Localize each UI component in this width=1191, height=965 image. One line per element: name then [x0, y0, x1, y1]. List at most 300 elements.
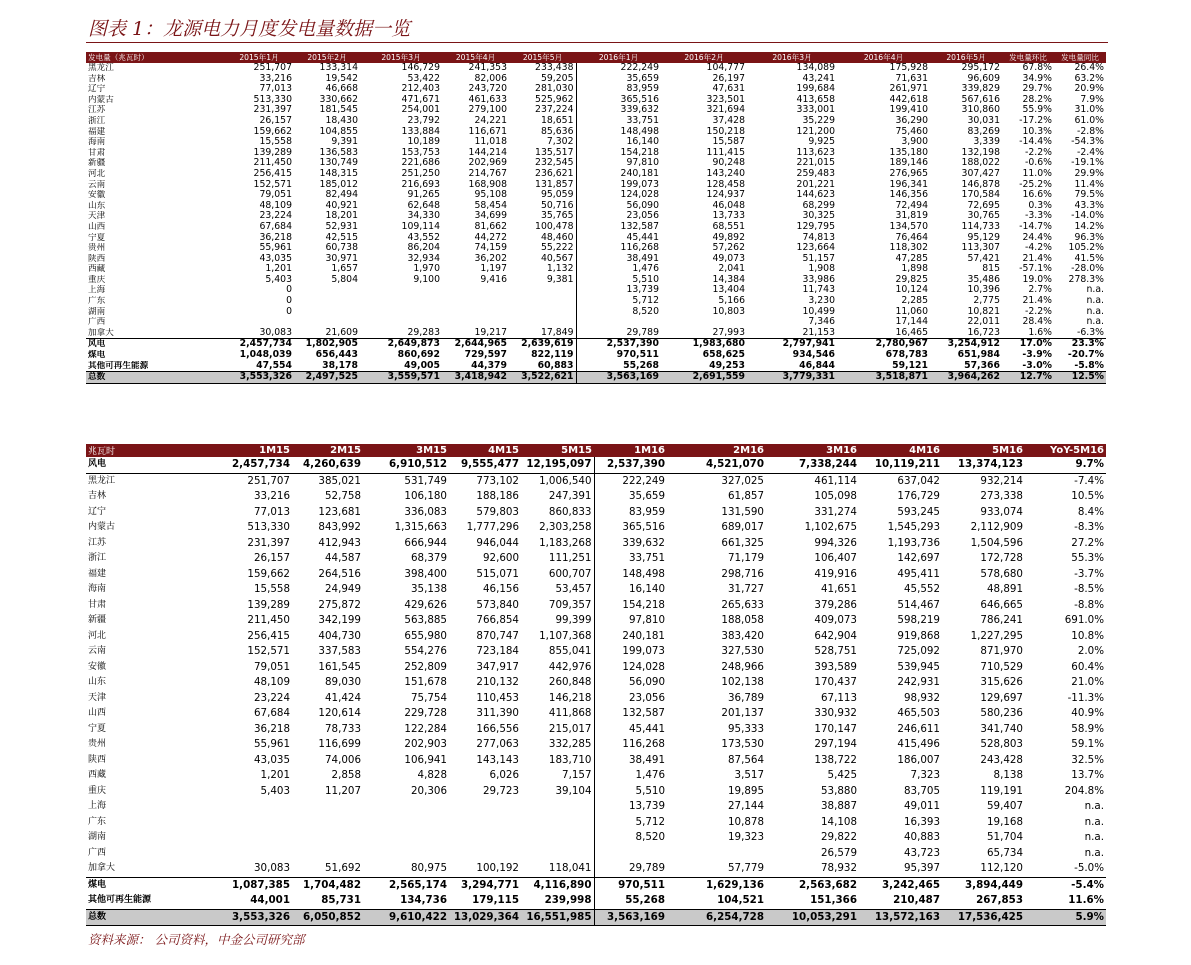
table-cell: 297,194: [814, 738, 857, 750]
table-cell: 212,403: [401, 84, 440, 95]
table-row: [86, 116, 1106, 127]
table-cell: 189,146: [889, 158, 928, 169]
table-cell: [449, 846, 521, 862]
row-label: 甘肃: [88, 147, 106, 158]
table-cell: 47,554: [256, 360, 292, 371]
table-cell: n.a.: [1086, 285, 1104, 296]
table-cell: 2,649,873: [360, 339, 442, 350]
column-header: 4M16: [859, 444, 942, 457]
column-header: YoY-5M16: [1025, 444, 1106, 457]
table-row: [86, 127, 1106, 138]
table-cell: 33,216: [259, 73, 292, 84]
table-cell: 442,976: [521, 660, 594, 676]
table-cell: 42,515: [325, 232, 358, 243]
table-cell: -4.2%: [1025, 243, 1052, 254]
table-cell: [449, 830, 521, 846]
table-cell: -2.4%: [1077, 147, 1104, 158]
table-cell: 29,723: [482, 784, 519, 797]
table-cell: 12.5%: [1054, 372, 1106, 384]
table-cell: 678,783: [885, 350, 928, 361]
table-cell: 1,777,296: [466, 521, 519, 533]
row-label: 加拿大: [86, 861, 224, 877]
column-header: 发电量同比: [1054, 52, 1106, 63]
row-label: 海南: [88, 584, 107, 594]
table-cell: 95,397: [859, 861, 942, 877]
column-header: 2015年5月: [509, 52, 576, 63]
table-cell: 38,887: [820, 800, 857, 812]
table-cell: 18,651: [509, 116, 576, 127]
table-cell: 16,551,985: [521, 909, 594, 926]
table-cell: 36,218: [253, 722, 290, 735]
table-cell: 82,494: [325, 190, 358, 201]
table-cell: 74,159: [474, 243, 507, 254]
table-cell: 243,428: [980, 753, 1023, 766]
table-cell: 525,962: [509, 95, 576, 106]
row-label: 加拿大: [88, 327, 114, 338]
table-cell: 26,157: [259, 115, 292, 126]
table-cell: 74,006: [324, 753, 361, 766]
table-row: [86, 706, 1106, 722]
table-cell: 567,616: [961, 94, 1000, 105]
table-cell: 49,011: [903, 800, 940, 812]
table-cell: 579,803: [476, 505, 519, 518]
row-label: 内蒙古: [88, 94, 114, 105]
column-header: 3M15: [363, 444, 449, 457]
table-cell: 822,119: [509, 350, 576, 361]
table-cell: 53,880: [820, 784, 857, 797]
table-cell: 102,138: [721, 676, 764, 688]
table-cell: [294, 296, 360, 307]
table-cell: 2,644,965: [442, 339, 509, 350]
summary-row: [86, 361, 1106, 372]
table-cell: 6,050,852: [292, 909, 363, 926]
column-header: 2016年2月: [661, 52, 747, 63]
table-cell: 35,138: [410, 583, 447, 595]
table-cell: 275,872: [318, 598, 361, 611]
table-cell: 221,686: [401, 158, 440, 169]
table-row: [86, 567, 1106, 583]
row-label: 风电: [86, 457, 224, 473]
table-cell: [363, 815, 449, 831]
table-cell: 15,587: [712, 137, 745, 148]
table-cell: 210,132: [476, 676, 519, 688]
table-cell: 146,878: [961, 179, 1000, 190]
row-label: 内蒙古: [88, 522, 116, 532]
table-cell: 38,491: [628, 753, 665, 766]
table-cell: 239,998: [521, 893, 594, 909]
table-cell: 1,006,540: [521, 473, 594, 489]
table-cell: 860,692: [397, 350, 440, 361]
table-cell: 22,011: [967, 317, 1000, 328]
table-cell: 113,307: [961, 243, 1000, 254]
table-cell: 132,587: [620, 221, 659, 232]
table-cell: -3.7%: [1074, 567, 1104, 580]
table-cell: 1,970: [413, 264, 440, 275]
table-cell: 385,021: [318, 474, 361, 487]
table-cell: 144,214: [468, 147, 507, 158]
table-cell: 311,390: [476, 707, 519, 719]
table-cell: -6.3%: [1077, 327, 1104, 338]
table-cell: 471,671: [401, 94, 440, 105]
table-cell: 514,467: [897, 598, 940, 611]
table-cell: 379,286: [814, 598, 857, 611]
table-cell: 166,556: [476, 722, 519, 735]
table-cell: 185,012: [319, 179, 358, 190]
table1-header-row: [86, 52, 1106, 63]
table-cell: 8.4%: [1077, 505, 1104, 518]
table-cell: 13,572,163: [859, 909, 942, 926]
table-cell: 6,026: [489, 769, 519, 781]
table-cell: 333,001: [796, 105, 835, 116]
table-cell: 188,058: [721, 614, 764, 626]
table-cell: 341,740: [980, 722, 1023, 735]
table-cell: -3.0%: [1022, 360, 1052, 371]
table-cell: 10.5%: [1071, 490, 1104, 502]
table-cell: 199,684: [796, 84, 835, 95]
table-cell: 63.2%: [1074, 73, 1104, 84]
table-cell: 994,326: [814, 536, 857, 549]
table-cell: 404,730: [318, 629, 361, 642]
table-cell: 323,501: [706, 94, 745, 105]
table-cell: 327,025: [721, 474, 764, 487]
table-cell: 97,810: [626, 158, 659, 169]
table-cell: 152,571: [253, 179, 292, 190]
table-cell: 18,430: [325, 115, 358, 126]
table-cell: 51,704: [986, 831, 1023, 843]
table-cell: 2,285: [901, 296, 928, 307]
table-cell: 409,073: [814, 614, 857, 626]
table-row: [86, 233, 1106, 244]
table-cell: 59,205: [509, 74, 576, 85]
table-cell: 18,201: [325, 211, 358, 222]
table-cell: 49,073: [712, 253, 745, 264]
table-cell: 248,966: [721, 660, 764, 673]
table-cell: 2,457,734: [224, 457, 292, 473]
table-cell: 129,697: [980, 691, 1023, 704]
table-cell: 128,458: [706, 179, 745, 190]
row-label: 山西: [88, 221, 106, 232]
table-cell: 259,483: [796, 168, 835, 179]
table-cell: -25.2%: [1019, 179, 1052, 190]
row-label: 辽宁: [88, 506, 107, 517]
table-cell: -17.2%: [1019, 115, 1052, 126]
table-cell: 330,932: [814, 707, 857, 719]
table-cell: 199,410: [889, 105, 928, 116]
table-cell: 855,041: [521, 644, 594, 660]
row-label: 天津: [88, 692, 107, 703]
table-cell: 43,035: [259, 253, 292, 264]
table-cell: 9,391: [331, 137, 358, 148]
table-cell: 242,931: [897, 676, 940, 688]
table-row: [86, 598, 1106, 614]
row-label: 天津: [88, 211, 106, 222]
table-row: [86, 846, 1106, 862]
table-cell: n.a.: [1084, 831, 1104, 843]
table-cell: 563,885: [404, 614, 447, 626]
table-row: [86, 768, 1106, 784]
table-cell: 236,621: [509, 169, 576, 180]
table-cell: 65,734: [986, 846, 1023, 859]
table-cell: 651,984: [957, 350, 1000, 361]
table-cell: 1,908: [808, 264, 835, 275]
table-cell: 29,789: [626, 327, 659, 338]
table-cell: 29,283: [407, 327, 440, 338]
table-cell: 16,140: [626, 137, 659, 148]
table-cell: -57.1%: [1019, 264, 1052, 275]
row-label: 广西: [88, 847, 107, 858]
table-cell: 919,868: [897, 629, 940, 642]
row-label: 安徽: [88, 661, 107, 672]
table-cell: 3,900: [901, 137, 928, 148]
table-cell: [594, 846, 667, 862]
table-cell: 118,041: [521, 861, 594, 877]
table-cell: 23,792: [407, 115, 440, 126]
table-cell: 429,626: [404, 598, 447, 611]
table-cell: 85,731: [321, 894, 361, 906]
table-cell: 246,611: [897, 722, 940, 735]
table-row: [86, 629, 1106, 645]
table-cell: 573,840: [476, 598, 519, 611]
table-cell: 53,422: [407, 73, 440, 84]
table-cell: 36,202: [474, 253, 507, 264]
table-cell: 188,186: [476, 490, 519, 502]
summary-row: [86, 457, 1106, 473]
table-cell: 29,825: [895, 274, 928, 285]
table-cell: 6,910,512: [363, 457, 449, 473]
table-cell: 2,497,525: [294, 372, 360, 384]
table-cell: 211,450: [247, 614, 290, 626]
row-label: 重庆: [88, 785, 107, 796]
table-cell: 46,668: [325, 84, 358, 95]
table-cell: 7,157: [521, 768, 594, 784]
table-cell: 67,684: [259, 221, 292, 232]
table-cell: 347,917: [476, 660, 519, 673]
table-cell: 120,614: [318, 707, 361, 719]
table-cell: 43,723: [903, 846, 940, 859]
table-cell: 95,129: [967, 232, 1000, 243]
column-header: 2016年1月: [576, 52, 661, 63]
table-cell: 78,733: [324, 722, 361, 735]
column-header: 5M16: [942, 444, 1025, 457]
table-cell: 13.7%: [1071, 769, 1104, 781]
table-cell: n.a.: [1086, 306, 1104, 317]
table-cell: 642,904: [814, 629, 857, 642]
table-row: [86, 613, 1106, 629]
table-cell: 232,545: [509, 158, 576, 169]
table-cell: 843,992: [318, 521, 361, 533]
table-cell: 96.3%: [1074, 232, 1104, 243]
column-header: 2015年4月: [442, 52, 509, 63]
table-cell: 112,120: [942, 861, 1025, 877]
table-cell: 131,857: [509, 180, 576, 191]
table-cell: 339,632: [622, 536, 665, 549]
table-cell: 315,626: [980, 676, 1023, 688]
table-cell: 143,240: [706, 168, 745, 179]
table-cell: 201,221: [796, 179, 835, 190]
table-cell: 241,353: [468, 63, 507, 73]
table-cell: 146,729: [401, 63, 440, 73]
table-cell: 36,218: [259, 232, 292, 243]
table-cell: 11.6%: [1068, 894, 1104, 906]
table-row: [86, 148, 1106, 159]
table-row: [86, 830, 1106, 846]
table-cell: 646,665: [980, 598, 1023, 611]
table-cell: 10,499: [802, 306, 835, 317]
table-cell: 131,590: [721, 505, 764, 518]
table-cell: 1,183,268: [521, 536, 594, 552]
table-cell: 56,090: [628, 676, 665, 688]
table-cell: 23.3%: [1054, 339, 1106, 350]
table-cell: 23,224: [253, 691, 290, 704]
table-cell: 46,844: [799, 360, 835, 371]
table-cell: 11,207: [324, 784, 361, 797]
table-cell: 709,357: [521, 598, 594, 614]
table-cell: 256,415: [247, 629, 290, 642]
table-cell: 3,518,871: [837, 372, 930, 384]
table-cell: 176,729: [897, 490, 940, 502]
table-cell: 13,739: [626, 285, 659, 296]
table-cell: -11.3%: [1067, 691, 1104, 704]
table-cell: -14.7%: [1019, 221, 1052, 232]
table-cell: 27,144: [727, 800, 764, 812]
table-cell: 11,743: [802, 285, 835, 296]
table-cell: 554,276: [404, 645, 447, 657]
table-cell: 95,333: [727, 722, 764, 735]
table-cell: 52,758: [324, 490, 361, 502]
table-cell: 123,664: [796, 243, 835, 254]
table-cell: 5.9%: [1025, 909, 1106, 926]
table-cell: 766,854: [476, 614, 519, 626]
table-cell: 111,251: [521, 551, 594, 567]
table-cell: 29,822: [820, 831, 857, 843]
table-row: [86, 317, 1106, 328]
table-cell: 135,180: [889, 147, 928, 158]
table-cell: 143,143: [476, 753, 519, 766]
table-cell: 10,878: [727, 815, 764, 828]
table-cell: 79.5%: [1074, 190, 1104, 201]
table-cell: 19,323: [727, 831, 764, 843]
table-cell: 298,716: [721, 567, 764, 580]
table-cell: 1,504,596: [970, 536, 1023, 549]
table-cell: 10.8%: [1071, 629, 1104, 642]
table-cell: 2,775: [973, 296, 1000, 307]
table-cell: 154,218: [622, 598, 665, 611]
table-cell: [224, 799, 292, 815]
table-cell: 80,975: [363, 861, 449, 877]
table-cell: 59,121: [892, 360, 928, 371]
table-cell: 29.9%: [1074, 168, 1104, 179]
table-cell: 57,366: [964, 360, 1000, 371]
table-cell: 221,015: [796, 158, 835, 169]
table-cell: 57,421: [967, 253, 1000, 264]
table-cell: 37,428: [712, 115, 745, 126]
table-row: [86, 275, 1106, 286]
table-cell: 336,083: [404, 505, 447, 518]
row-label: 宁夏: [88, 723, 107, 734]
table-cell: 1,898: [901, 264, 928, 275]
table-cell: [576, 317, 661, 328]
table-cell: 53,457: [521, 582, 594, 598]
table-cell: 10,396: [967, 285, 1000, 296]
table-cell: 104,521: [717, 894, 764, 906]
table-cell: 100,192: [449, 861, 521, 877]
column-header: 3M16: [766, 444, 859, 457]
table-cell: 30,083: [259, 327, 292, 338]
table-cell: 870,747: [476, 629, 519, 642]
table-cell: 1,193,736: [887, 536, 940, 549]
table-cell: 100,478: [509, 222, 576, 233]
table-cell: 24,949: [324, 583, 361, 595]
table-cell: [442, 285, 509, 296]
table-cell: 539,945: [897, 660, 940, 673]
table-cell: 411,868: [521, 706, 594, 722]
table-row: [86, 582, 1106, 598]
table-cell: 9,555,477: [449, 457, 521, 473]
table-cell: 339,632: [620, 105, 659, 116]
table-cell: 13,029,364: [449, 909, 521, 926]
table-cell: 2,041: [718, 264, 745, 275]
table-cell: 16,140: [628, 583, 665, 595]
summary-row: [86, 893, 1106, 909]
table-cell: 3,779,331: [747, 372, 837, 384]
title-rule: [86, 42, 1108, 43]
table-cell: 1,629,136: [706, 878, 764, 891]
table-cell: 19,542: [325, 73, 358, 84]
table-row: [86, 675, 1106, 691]
table-row: [86, 520, 1106, 536]
table-cell: 77,013: [253, 505, 290, 518]
table-cell: 21.4%: [1022, 253, 1052, 264]
table-cell: 339,829: [961, 84, 1000, 95]
table-cell: -28.0%: [1071, 264, 1104, 275]
table-cell: 465,503: [897, 707, 940, 719]
table-cell: 43,035: [253, 753, 290, 766]
table-cell: 415,496: [897, 738, 940, 750]
table-cell: n.a.: [1084, 846, 1104, 859]
column-header: 发电量环比: [1002, 52, 1054, 63]
column-header: 发电量（兆瓦时）: [86, 52, 224, 63]
table-cell: 172,728: [980, 552, 1023, 564]
table-cell: 1,476: [635, 769, 665, 781]
row-label: 江苏: [88, 105, 106, 116]
table-cell: 26,579: [820, 846, 857, 859]
table-cell: [224, 830, 292, 846]
column-header: 2015年3月: [360, 52, 442, 63]
table-cell: 278.3%: [1068, 274, 1104, 285]
table-cell: 41,424: [324, 691, 361, 704]
table-cell: 337,583: [318, 645, 361, 657]
table-cell: 327,530: [721, 645, 764, 657]
table-cell: 175,928: [889, 63, 928, 73]
table-cell: 1,545,293: [887, 521, 940, 533]
table-cell: 661,325: [721, 536, 764, 549]
table-cell: 34.9%: [1022, 73, 1052, 84]
table-cell: 146,356: [889, 190, 928, 201]
table-cell: 26,197: [712, 73, 745, 84]
table-cell: 689,017: [721, 521, 764, 533]
table-cell: -5.4%: [1071, 878, 1104, 891]
table-cell: 139,289: [253, 147, 292, 158]
table-cell: 1,132: [509, 264, 576, 275]
table-cell: 83,269: [967, 126, 1000, 137]
table-cell: 106,407: [814, 552, 857, 564]
row-label: 云南: [88, 179, 106, 190]
table-cell: -3.3%: [1025, 211, 1052, 222]
row-label: 陕西: [88, 754, 107, 765]
table-cell: 85,636: [509, 127, 576, 138]
table-cell: 310,860: [961, 105, 1000, 116]
table-cell: 133,314: [319, 63, 358, 73]
